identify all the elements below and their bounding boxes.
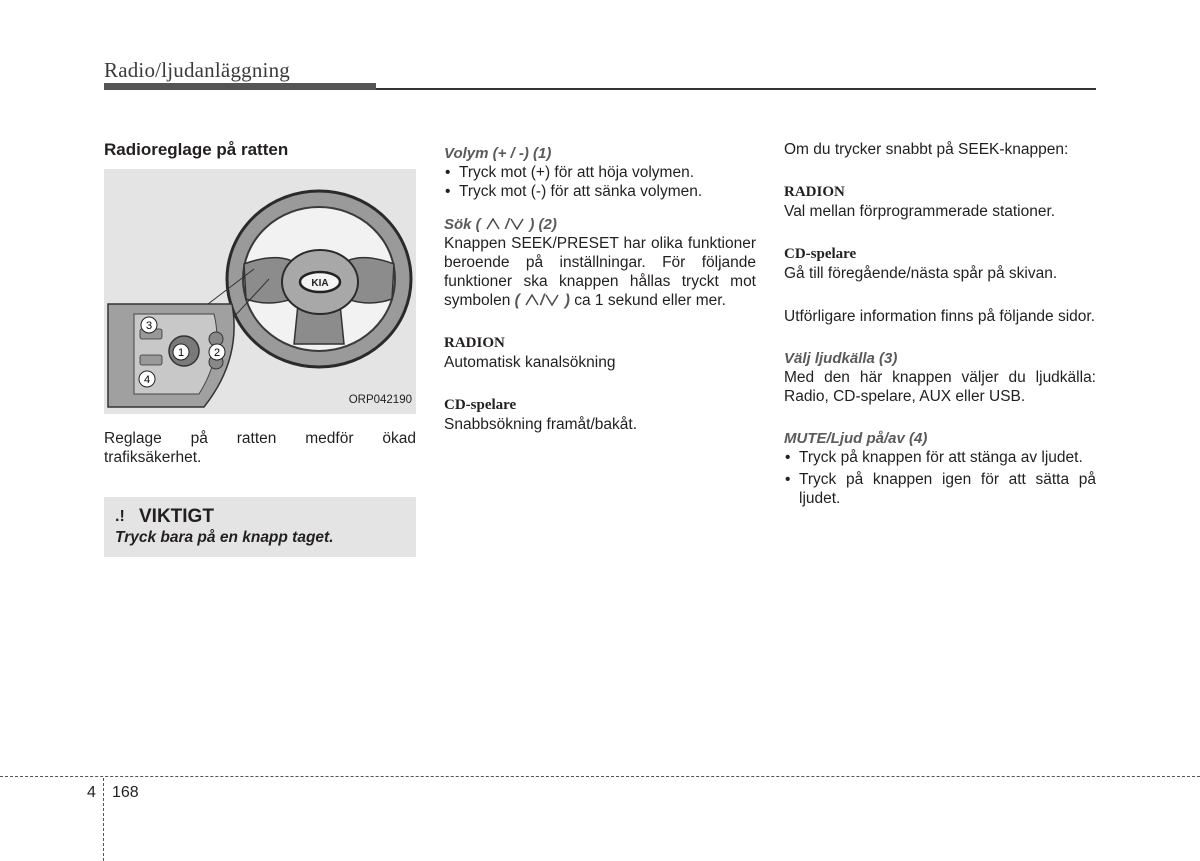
callout-1: 1 <box>177 347 185 359</box>
column-left <box>104 140 416 557</box>
seek-intro: Om du trycker snabbt på SEEK-knappen: <box>784 141 1069 158</box>
cd-heading: CD-spelare <box>444 397 517 413</box>
more-info-text: Utförligare information finns på följande sidor. <box>784 308 1096 325</box>
list-item: • Tryck på knappen igen för att sätta på ljudet. <box>784 470 1096 508</box>
figure-code: ORP042190 <box>348 394 412 406</box>
seek-down-icon <box>544 293 560 307</box>
page-header-title: Radio/ljudanläggning <box>104 58 290 82</box>
radio-text: Automatisk kanalsökning <box>444 354 616 371</box>
column-right <box>784 140 1096 508</box>
figure-caption: Reglage på ratten medför ökad trafiksäkerhet. <box>104 430 416 466</box>
list-item: • Tryck på knappen för att stänga av ljudet. <box>784 448 1096 467</box>
volume-list <box>444 163 756 201</box>
caution-text: Tryck bara på en knapp taget. <box>115 529 334 546</box>
svg-text:KIA: KIA <box>311 278 329 289</box>
mute-heading: MUTE/Ljud på/av (4) <box>784 430 928 447</box>
seek-heading: Sök ( / ) (2) <box>444 216 557 233</box>
cd-text: Gå till föregående/nästa spår på skivan. <box>784 265 1058 282</box>
warning-icon: .! <box>115 508 125 525</box>
footer-rule <box>0 776 1200 777</box>
radio-text: Val mellan förprogrammerade stationer. <box>784 203 1056 220</box>
seek-up-icon <box>524 293 540 307</box>
caution-box <box>104 497 416 557</box>
chapter-number: 4 <box>87 784 96 801</box>
steering-wheel-figure <box>104 169 416 414</box>
mute-list <box>784 448 1096 508</box>
steering-wheel-illustration <box>104 169 416 414</box>
callout-4: 4 <box>143 374 151 386</box>
footer-margin-rule <box>103 778 104 861</box>
section-title: Radioreglage på ratten <box>104 140 289 159</box>
source-heading: Välj ljudkälla (3) <box>784 350 898 367</box>
seek-down-icon <box>509 217 525 231</box>
radio-heading: RADION <box>784 184 845 200</box>
callout-3: 3 <box>145 320 153 332</box>
list-item: • Tryck mot (+) för att höja volymen. <box>444 163 756 182</box>
seek-up-icon <box>485 217 501 231</box>
caution-title: VIKTIGT <box>139 506 214 527</box>
list-item: • Tryck mot (-) för att sänka volymen. <box>444 182 756 201</box>
cd-heading: CD-spelare <box>784 246 857 262</box>
column-middle <box>444 140 756 434</box>
header-rule-accent <box>104 83 376 90</box>
callout-2: 2 <box>213 347 221 359</box>
radio-heading: RADION <box>444 335 505 351</box>
cd-text: Snabbsökning framåt/bakåt. <box>444 416 638 433</box>
source-text: Med den här knappen väljer du ljudkälla: Radio, CD-spelare, AUX eller USB. <box>784 369 1096 405</box>
seek-paragraph: Knappen SEEK/PRESET har olika funktioner beroende på inställningar. För följande funktioner ska knappen hållas tryckt mot symbolen ( / ) ca 1 sekund eller mer. <box>444 235 756 309</box>
volume-heading: Volym (+ / -) (1) <box>444 145 552 162</box>
page-number: 168 <box>112 784 139 801</box>
